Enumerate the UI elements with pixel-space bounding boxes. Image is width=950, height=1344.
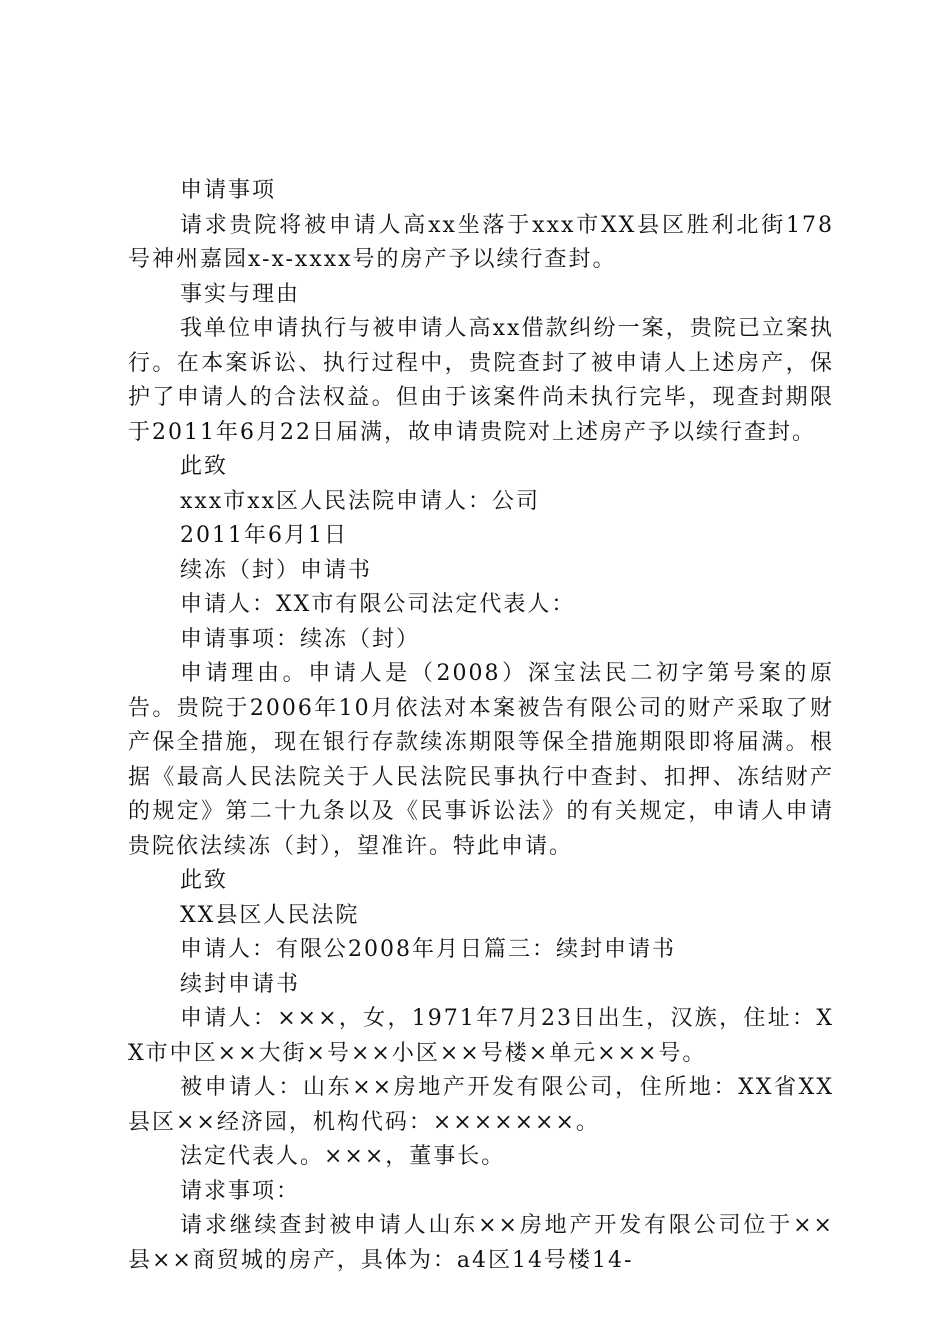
section-heading-request-items: 申请事项 (180, 178, 277, 203)
paragraph-reasons: 申请理由。申请人是（2008）深宝法民二初字第号案的原告。贵院于2006年10月依法对本案被告有限公司的财产采取了财产保全措施，现在银行存款续冻期限等保全措施期限即将届满。根据《最高人民法院关于人民法院民事执行中查封、扣押、冻结财产的规定》第二十九条以及《民事诉讼法》的有关规定，申请人申请贵院依法续冻（封），望准许。特此申请。 (128, 661, 834, 859)
salutation-to: 此致 (180, 454, 229, 479)
section-heading-facts-reasons: 事实与理由 (180, 281, 301, 307)
paragraph-facts-content: 我单位申请执行与被申请人高xx借款纠纷一案，贵院已立案执行。在本案诉讼、执行过程中，贵院查封了被申请人上述房产，保护了申请人的合法权益。但由于该案件尚未执行完毕，现查封期限于2011年6月22日届满，故申请贵院对上述房产予以续行查封。 (128, 316, 834, 445)
paragraph-request-continue-seal: 请求继续查封被申请人山东××房地产开发有限公司位于××县××商贸城的房产，具体为：a4区14号楼14- (128, 1213, 834, 1273)
legal-representative: 法定代表人。×××，董事长。 (180, 1144, 506, 1169)
section-heading-request-items-2: 请求事项： (180, 1178, 301, 1204)
paragraph-request-content: 请求贵院将被申请人高xx坐落于xxx市XX县区胜利北街178号神州嘉园x-x-xxxx号的房产予以续行查封。 (128, 212, 834, 272)
document-body (128, 174, 834, 1278)
respondent-details: 被申请人：山东××房地产开发有限公司，住所地：XX省XX县区××经济园，机构代码：×××××××。 (128, 1075, 834, 1135)
date-line: 2011年6月1日 (180, 523, 348, 548)
court-and-applicant: xxx市xx区人民法院申请人：公司 (180, 488, 541, 514)
title-freeze-renewal: 续冻（封）申请书 (180, 557, 373, 583)
applicant-line: 申请人：XX市有限公司法定代表人： (180, 592, 576, 617)
applicant-details: 申请人：×××，女，1971年7月23日出生，汉族，住址：XX市中区××大街×号××小区××号楼×单元×××号。 (128, 1006, 834, 1066)
request-items-line: 申请事项：续冻（封） (180, 626, 421, 652)
title-seal-renewal: 续封申请书 (180, 971, 301, 997)
court-name: XX县区人民法院 (180, 902, 360, 928)
applicant-signature-line: 申请人：有限公2008年月日篇三：续封申请书 (180, 937, 676, 962)
salutation-to-2: 此致 (180, 868, 229, 893)
